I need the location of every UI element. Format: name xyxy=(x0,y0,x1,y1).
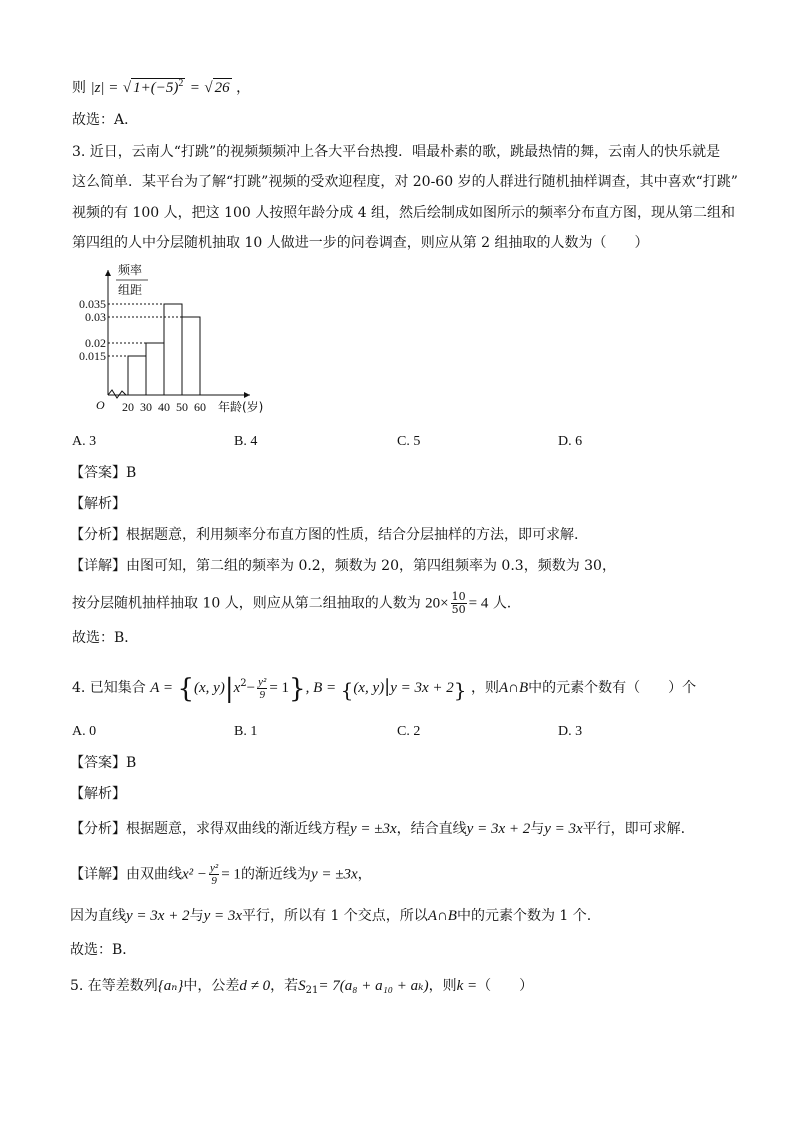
frac-den: 9 xyxy=(259,688,265,701)
histogram-bar xyxy=(146,343,164,395)
asymptote: y = ±3x xyxy=(350,821,397,837)
s21-rhs: = 7(a₈ + a₁₀ + aₖ) xyxy=(318,978,429,994)
exponent: 2 xyxy=(178,78,184,89)
y-label-bottom: 组距 xyxy=(118,283,143,297)
x-tick-label: 30 xyxy=(140,400,152,414)
frac-num: 10 xyxy=(451,590,466,603)
text: 【分析】根据题意，求得双曲线的渐近线方程 xyxy=(70,821,350,837)
comma: ， xyxy=(236,80,251,96)
text: 平行，所以有 1 个交点，所以 xyxy=(242,908,428,924)
brace-left: { xyxy=(177,674,195,704)
q4-line xyxy=(72,674,697,704)
fraction xyxy=(257,676,267,701)
x-label: 年龄(岁) xyxy=(218,400,264,414)
set-a-elem: (x, y) xyxy=(194,680,225,696)
text: 与 xyxy=(189,908,204,924)
q3-choice-a: A. 3 xyxy=(72,434,97,449)
brace-right: } xyxy=(289,674,306,704)
minus: − xyxy=(246,680,256,696)
q4-fenxi xyxy=(70,819,685,839)
y-tick-label: 0.02 xyxy=(85,336,106,350)
x-axis-arrow xyxy=(244,392,250,398)
sqrt-content xyxy=(131,78,185,96)
sqrt-sign: √ xyxy=(204,80,213,96)
set-b-cond: y = 3x + 2 xyxy=(390,680,454,696)
calc-eq: = 4 xyxy=(468,595,489,612)
axis-break xyxy=(108,390,126,398)
sqrt-inner: 1+(−5) xyxy=(133,80,179,96)
s-symbol: S xyxy=(298,978,306,994)
frac-den: 9 xyxy=(211,875,217,887)
text: 中，公差 xyxy=(183,978,240,994)
k-eq: k = xyxy=(456,978,478,994)
sequence: {aₙ} xyxy=(157,978,184,994)
q4-choice-b: B. 1 xyxy=(234,724,258,739)
q3-choice-b: B. 4 xyxy=(234,434,258,449)
text: ， xyxy=(357,866,372,883)
brace-right: } xyxy=(453,678,467,702)
set-a-name: A = xyxy=(150,680,174,696)
q4-choice-d: D. 3 xyxy=(558,724,583,739)
set-a-x: x xyxy=(233,680,241,696)
frac-num: y² xyxy=(258,675,267,688)
histogram-bar xyxy=(128,356,146,395)
y-label-top: 频率 xyxy=(118,263,143,277)
x-tick-label: 20 xyxy=(122,400,134,414)
fraction xyxy=(451,591,467,616)
text: 则 xyxy=(72,80,86,96)
a-cap-b: A∩B xyxy=(427,908,457,924)
text: 4. 已知集合 xyxy=(72,680,146,696)
q3-xiangjie: 【详解】由图可知，第二组的频率为 0.2，频数为 20，第四组频率为 0.3，频数为 30， xyxy=(70,558,616,574)
y-tick-label: 0.035 xyxy=(79,297,106,311)
subscript: 21 xyxy=(305,985,319,996)
frac-den: 50 xyxy=(451,603,466,616)
line-eq-2: y = 3x xyxy=(203,908,242,924)
fraction xyxy=(209,862,219,887)
x-tick-label: 50 xyxy=(176,400,188,414)
q4-choice-c: C. 2 xyxy=(397,724,421,739)
asymptote: y = ±3x xyxy=(310,866,358,883)
frequency-histogram xyxy=(70,262,290,422)
q4-final: 故选：B． xyxy=(70,942,137,958)
q3-fenxi: 【分析】根据题意，利用频率分布直方图的性质，结合分层抽样的方法，即可求解. xyxy=(70,527,579,543)
q3-line4: 第四组的人中分层随机抽取 10 人做进一步的问卷调查，则应从第 2 组抽取的人数为（ ） xyxy=(72,235,649,251)
histogram-bar xyxy=(182,317,200,395)
text: 人. xyxy=(492,595,512,612)
histogram-bar xyxy=(164,304,182,395)
text: 【详解】由双曲线 xyxy=(70,866,182,883)
text: 5. 在等差数列 xyxy=(70,978,158,994)
text: 因为直线 xyxy=(70,908,126,924)
x-tick-label: 60 xyxy=(194,400,206,414)
z-abs: |z| = xyxy=(90,80,119,96)
hyperbola-x: x² − xyxy=(182,866,208,883)
line-eq-1: y = 3x + 2 xyxy=(466,821,531,837)
q3-answer: 【答案】B xyxy=(70,465,137,481)
q4-choice-a: A. 0 xyxy=(72,724,97,739)
q3-line3: 视频的有 100 人，把这 100 人按照年龄分成 4 组，然后绘制成如图所示的频率分布直方图，现从第二组和 xyxy=(72,205,736,221)
q3-analysis-heading: 【解析】 xyxy=(70,496,126,512)
y-tick-label: 0.03 xyxy=(85,310,106,324)
brace-left: { xyxy=(340,678,354,702)
origin-label: O xyxy=(96,398,105,412)
y-axis-arrow xyxy=(105,270,111,276)
text: ，结合直线 xyxy=(396,821,467,837)
q3-line2: 这么简单．某平台为了解“打跳”视频的受欢迎程度，对 20-60 岁的人群进行随机抽样调查，其中喜欢“打跳” xyxy=(72,174,738,190)
text: ，若 xyxy=(270,978,299,994)
q4-xiangjie xyxy=(70,862,372,887)
text: （ ） xyxy=(477,978,534,994)
line-eq-2: y = 3x xyxy=(544,821,583,837)
answer-a: 故选：A． xyxy=(72,112,139,128)
q4-answer: 【答案】B xyxy=(70,755,137,771)
q3-choice-d: D. 6 xyxy=(558,434,583,449)
text: 中的元素个数为 1 个. xyxy=(456,908,592,924)
calc-times: 20× xyxy=(425,595,449,612)
d-not-zero: d ≠ 0 xyxy=(239,978,271,994)
text: 的渐近线为 xyxy=(240,866,311,883)
a-cap-b: A∩B xyxy=(498,680,529,696)
q3-calc-line xyxy=(72,591,511,616)
hyperbola-eq: = 1 xyxy=(221,866,241,883)
text: ，则 xyxy=(428,978,457,994)
q4-analysis-heading: 【解析】 xyxy=(70,786,126,802)
bar: | xyxy=(224,674,234,704)
text: 平行，即可求解. xyxy=(582,821,686,837)
z-modulus-line xyxy=(72,74,250,98)
line-eq-1: y = 3x + 2 xyxy=(126,908,190,924)
text: 与 xyxy=(530,821,545,837)
q5-line xyxy=(70,976,533,1001)
sqrt26: 26 xyxy=(214,80,230,96)
text: ，则 xyxy=(470,680,499,696)
x-tick-label: 40 xyxy=(158,400,170,414)
bar: | xyxy=(384,676,391,697)
q3-final: 故选：B． xyxy=(72,630,139,646)
frac-num: y² xyxy=(210,862,219,874)
text: 按分层随机抽样抽取 10 人，则应从第二组抽取的人数为 xyxy=(72,595,421,612)
q3-line1: 3. 近日，云南人“打跳”的视频频频冲上各大平台热搜．唱最朴素的歌，跳最热情的舞，云南人的快乐就是 xyxy=(72,144,721,160)
q4-reason xyxy=(70,906,591,926)
q3-choice-c: C. 5 xyxy=(397,434,421,449)
y-tick-label: 0.015 xyxy=(79,349,106,363)
set-b-name: , B = xyxy=(305,680,337,696)
eq1: = 1 xyxy=(269,680,290,696)
set-b-elem: (x, y) xyxy=(353,680,385,696)
sqrt-sign: √ xyxy=(122,80,132,96)
exponent: 2 xyxy=(240,678,247,689)
equals: = xyxy=(189,80,200,96)
text: 中的元素个数有（ ）个 xyxy=(528,680,697,696)
